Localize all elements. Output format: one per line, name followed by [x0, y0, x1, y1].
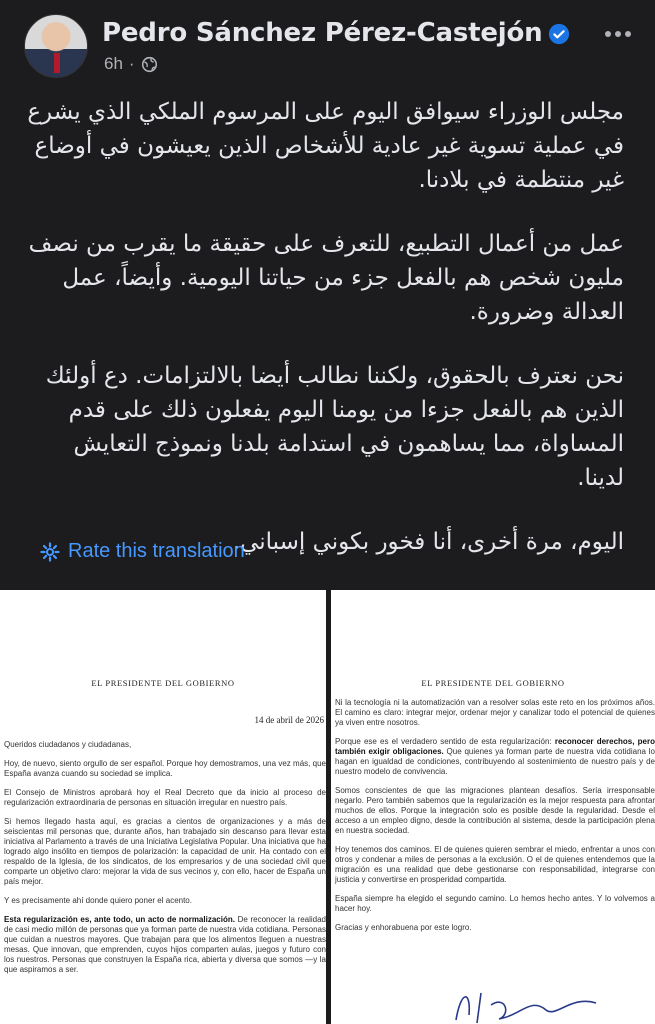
- meta-dot: ·: [128, 54, 135, 73]
- letter-paragraph: Ni la tecnología ni la automatización van a resolver solas este reto en los próximos años. El camino es claro: integrar mejor, ordenar mejor y canalizar todo el potencial de quienes ya viven entre nosotros.: [335, 698, 655, 727]
- avatar[interactable]: [24, 14, 88, 78]
- letter-body: [335, 698, 655, 942]
- letter-heading: EL PRESIDENTE DEL GOBIERNO: [91, 678, 235, 688]
- rate-translation-button[interactable]: [40, 540, 245, 563]
- letter-body: [4, 740, 326, 984]
- attached-images: [0, 585, 655, 1024]
- letter-paragraph-text: Porque ese es el verdadero sentido de esta regularización:: [335, 737, 555, 746]
- letter-paragraph: El Consejo de Ministros aprobará hoy el Real Decreto que da inicio al proceso de regularización extraordinaria de personas en situación irregular en nuestro país.: [4, 788, 326, 807]
- letter-page-2[interactable]: [331, 590, 655, 1024]
- rate-translation-label: Rate this translation: [68, 540, 245, 562]
- signature-icon: [451, 985, 601, 1024]
- translated-post-text: [24, 95, 624, 589]
- post-paragraph-2: عمل من أعمال التطبيع، للتعرف على حقيقة ما يقرب من نصف مليون شخص هم بالفعل جزء من حياتنا اليومية. وأيضاً، عمل العدالة وضرورة.: [28, 231, 624, 325]
- letter-paragraph: [335, 737, 655, 777]
- letter-paragraph: España siempre ha elegido el segundo camino. Lo hemos hecho antes. Y lo volvemos a hacer hoy.: [335, 894, 655, 913]
- dot-icon: [615, 31, 621, 37]
- letter-paragraph: Si hemos llegado hasta aquí, es gracias a cientos de organizaciones y a más de seiscientas mil personas que, durante años, han trabajado sin descanso para llevar esta iniciativa al Parlamento a través de una Iniciativa Legislativa Popular. Una iniciativa que ha logrado algo insólito en tiempos de polarización: la capacidad de unir. Ha contado con el respaldo de la Iglesia, de los sindicatos, de los empresarios y de una sociedad civil que comparte un objetivo claro: mejorar la vida de sus vecinos y, con ello, hacer de España un país mejor.: [4, 817, 326, 886]
- letter-page-1[interactable]: [0, 590, 326, 1024]
- author-name[interactable]: [102, 18, 570, 48]
- letter-paragraph: Hoy, de nuevo, siento orgullo de ser español. Porque hoy demostramos, una vez más, que España avanza cuando su sociedad se implica.: [4, 759, 326, 778]
- letter-paragraph: [4, 915, 326, 975]
- post-time[interactable]: 6h: [104, 54, 123, 73]
- letter-paragraph-text: Que quienes ya forman parte de nuestra vida cotidiana lo hagan en igualdad de condiciones, contribuyendo al sostenimiento de nuestro país y de nuestro modelo de convivencia.: [335, 747, 655, 776]
- dot-icon: [625, 31, 631, 37]
- letter-paragraph: Queridos ciudadanos y ciudadanas,: [4, 740, 132, 749]
- letter-paragraph: Y es precisamente ahí donde quiero poner el acento.: [4, 896, 192, 905]
- letter-heading: EL PRESIDENTE DEL GOBIERNO: [421, 678, 565, 688]
- post-paragraph-1: مجلس الوزراء سيوافق اليوم على المرسوم الملكي الذي يشرع في عملية تسوية غير عادية للأشخاص الذين يعيشون في أوضاع غير منتظمة في بلادنا.: [27, 99, 624, 193]
- post-header: [0, 0, 655, 92]
- avatar-tie: [54, 53, 60, 73]
- letter-bold-text: reconocer derechos, pero también exigir obligaciones.: [335, 737, 655, 756]
- letter-paragraph: Hoy tenemos dos caminos. El de quienes quieren sembrar el miedo, enfrentar a unos con otros y condenar a miles de personas a la exclusión. O el de quienes entendemos que la migración es una realidad que debe gestionarse con responsabilidad, integrarse con justicia y convertirse en prosperidad compartida.: [335, 845, 655, 884]
- post-paragraph-4: اليوم، مرة أخرى، أنا فخور بكوني إسباني.: [232, 529, 624, 555]
- letter-paragraph: Gracias y enhorabuena por este logro.: [335, 923, 472, 932]
- author-name-text[interactable]: Pedro Sánchez Pérez-Castejón: [102, 18, 543, 48]
- post-meta: [104, 54, 158, 74]
- letter-paragraph: Somos conscientes de que las migraciones plantean desafíos. Sería irresponsable negarlo. Pero también sabemos que la regularización es la mejor respuesta para afrontar muchos de ellos. Porque la integración solo es posible desde la regularidad. Desde el acceso a un empleo digno, desde la contribución al sistema, desde la participación plena en nuestra sociedad.: [335, 786, 655, 835]
- letter-paragraph-text: De reconocer la realidad de casi medio millón de personas que ya forman parte de nuestra vida cotidiana. Personas que cuidan a nuestros mayores. Que trabajan para que los alimentos lleguen a nuestras mesas. Que innovan, que emprenden, cuyos hijos comparten aulas, juegos y futuro con los nuestros. Personas que construyen la España rica, abierta y diversa que somos —y la que aspiramos a ser.: [4, 915, 326, 974]
- post-paragraph-3: نحن نعترف بالحقوق، ولكننا نطالب أيضا بالالتزامات. دع أولئك الذين هم بالفعل جزءا من يومنا اليوم يفعلون ذلك على قدم المساواة، مما يساهمون في استدامة بلدنا ونموذج التعايش لدينا.: [45, 363, 624, 491]
- more-options-button[interactable]: [603, 24, 633, 44]
- letter-date: 14 de abril de 2026: [254, 715, 324, 725]
- gear-icon: [40, 542, 60, 562]
- globe-icon[interactable]: [141, 56, 158, 73]
- letter-bold-lead: Esta regularización es, ante todo, un acto de normalización.: [4, 915, 235, 924]
- verified-badge-icon: [548, 23, 570, 45]
- dot-icon: [605, 31, 611, 37]
